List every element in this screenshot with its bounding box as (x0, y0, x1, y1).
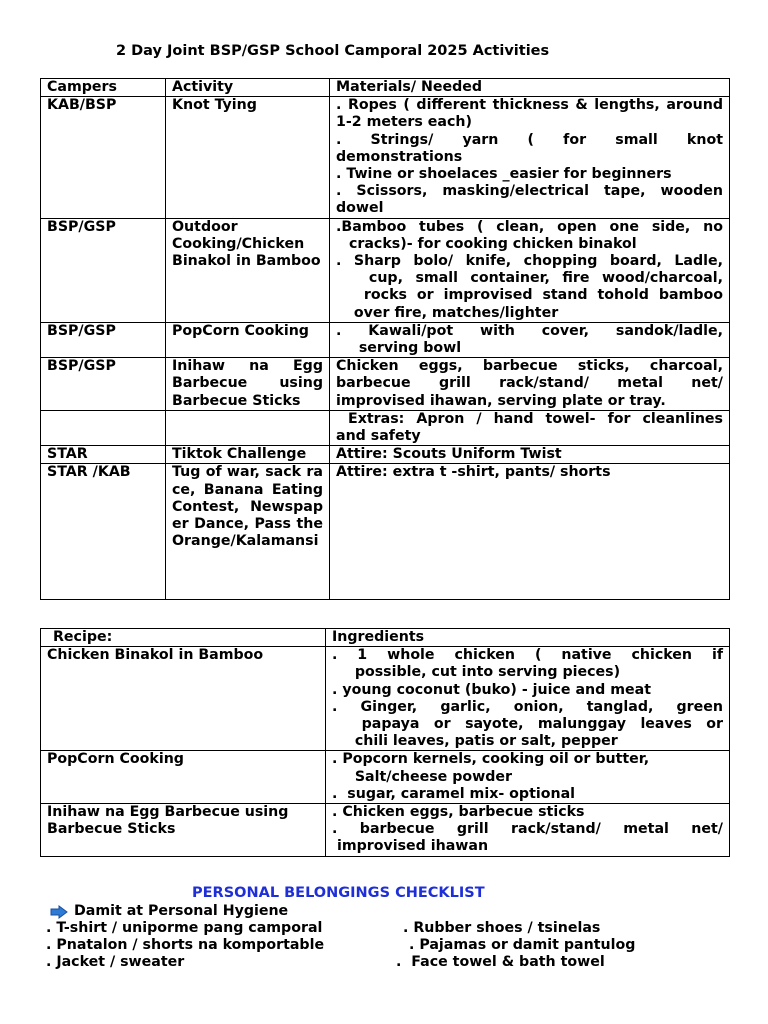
recipe-cell: Chicken Binakol in Bamboo (41, 647, 326, 751)
materials-line: improvised ihawan, serving plate or tray. (336, 392, 666, 409)
checklist-item: . Jacket / sweater (46, 954, 185, 970)
header-recipe: Recipe: (41, 629, 326, 647)
ingredient-line: . young coconut (buko) - juice and meat (332, 681, 651, 698)
ingredient-line: chili leaves, patis or salt, pepper (340, 733, 618, 750)
activities-table (40, 78, 730, 600)
ingredient-line: . Ginger, garlic, onion, tanglad, green (332, 698, 723, 715)
activity-cell: PopCorn Cooking (166, 322, 330, 357)
activity-cell (166, 410, 330, 445)
ingredients-cell (326, 751, 730, 804)
materials-cell (330, 97, 730, 218)
materials-line: over fire, matches/lighter (344, 304, 559, 321)
checklist-subhead-label: Damit at Personal Hygiene (74, 903, 289, 919)
campers-cell: BSP/GSP (41, 218, 166, 322)
table-row (41, 647, 730, 751)
materials-line: . Scissors, masking/electrical tape, wooden (336, 183, 723, 200)
checklist-item: . T-shirt / uniporme pang camporal (46, 920, 323, 936)
activity-cell: Inihaw na Egg Barbecue using Barbecue Sticks (166, 358, 330, 411)
ingredient-line: . Popcorn kernels, cooking oil or butter, (332, 751, 650, 768)
document-title: 2 Day Joint BSP/GSP School Camporal 2025 Activities (116, 43, 550, 59)
campers-cell: BSP/GSP (41, 322, 166, 357)
campers-cell: STAR /KAB (41, 464, 166, 600)
table-row (41, 751, 730, 804)
recipe-cell: PopCorn Cooking (41, 751, 326, 804)
materials-line: dowel (336, 200, 384, 217)
campers-cell: STAR (41, 446, 166, 464)
materials-line: Attire: Scouts Uniform Twist (336, 446, 562, 463)
campers-cell (41, 410, 166, 445)
materials-cell (330, 218, 730, 322)
checklist-item: . Rubber shoes / tsinelas (403, 920, 601, 936)
materials-line: . Strings/ yarn ( for small knot (336, 131, 723, 148)
ingredient-line: . 1 whole chicken ( native chicken if (332, 647, 723, 664)
checklist-item: . Face towel & bath towel (396, 954, 605, 970)
header-ingredients: Ingredients (326, 629, 730, 647)
table-row (41, 446, 730, 464)
table-row (41, 322, 730, 357)
checklist-item: . Pajamas or damit pantulog (409, 937, 636, 953)
ingredient-line: . barbecue grill rack/stand/ metal net/ (332, 821, 723, 838)
header-activity: Activity (166, 79, 330, 97)
ingredients-cell (326, 647, 730, 751)
activity-cell: Outdoor Cooking/Chicken Binakol in Bamboo (166, 218, 330, 322)
ingredients-cell (326, 804, 730, 857)
materials-line: Chicken eggs, barbecue sticks, charcoal, (336, 358, 723, 375)
materials-line: . Twine or shoelaces _easier for beginners (336, 166, 672, 183)
recipe-cell: Inihaw na Egg Barbecue using Barbecue Sticks (41, 804, 326, 857)
materials-cell (330, 464, 730, 600)
materials-line: 1-2 meters each) (336, 114, 472, 131)
ingredient-line: . Chicken eggs, barbecue sticks (332, 804, 585, 821)
table-row (41, 410, 730, 445)
activity-cell: Tug of war, sack race, Banana Eating Contest, Newspaper Dance, Pass the Orange/Kalamansi (166, 464, 330, 600)
table-header-row (41, 79, 730, 97)
recipe-table (40, 628, 730, 857)
ingredient-line: improvised ihawan (332, 838, 489, 855)
materials-line: and safety (336, 428, 421, 445)
table-row (41, 97, 730, 218)
materials-cell (330, 322, 730, 357)
header-materials: Materials/ Needed (330, 79, 730, 97)
ingredient-line: Salt/cheese powder (340, 768, 512, 785)
ingredient-line: papaya or sayote, malunggay leaves or (340, 716, 723, 733)
materials-line: cracks)- for cooking chicken binakol (344, 235, 637, 252)
activity-cell: Knot Tying (166, 97, 330, 218)
table-row (41, 218, 730, 322)
materials-line: . Sharp bolo/ knife, chopping board, Ladle, (336, 253, 723, 270)
checklist-subhead (50, 903, 288, 920)
table-row (41, 804, 730, 857)
table-header-row (41, 629, 730, 647)
table-row (41, 464, 730, 600)
materials-line: . Kawali/pot with cover, sandok/ladle, (336, 322, 723, 339)
materials-cell (330, 358, 730, 411)
materials-line: Extras: Apron / hand towel- for cleanlines (336, 410, 723, 427)
header-campers: Campers (41, 79, 166, 97)
campers-cell: BSP/GSP (41, 358, 166, 411)
materials-line: cup, small container, fire wood/charcoal, (344, 270, 723, 287)
right-arrow-icon (50, 905, 68, 919)
materials-line: rocks or improvised stand tohold bamboo (344, 287, 723, 304)
materials-line: Attire: extra t -shirt, pants/ shorts (336, 464, 611, 481)
materials-line: demonstrations (336, 148, 463, 165)
materials-cell (330, 410, 730, 445)
campers-cell: KAB/BSP (41, 97, 166, 218)
materials-cell (330, 446, 730, 464)
checklist-item: . Pnatalon / shorts na komportable (46, 937, 325, 953)
ingredient-line: . sugar, caramel mix- optional (332, 785, 576, 802)
checklist-title: PERSONAL BELONGINGS CHECKLIST (192, 885, 485, 901)
materials-line: . Ropes ( different thickness & lengths, around (336, 97, 723, 114)
materials-line: serving bowl (344, 340, 462, 357)
activity-cell: Tiktok Challenge (166, 446, 330, 464)
materials-line: barbecue grill rack/stand/ metal net/ (336, 375, 723, 392)
table-row (41, 358, 730, 411)
ingredient-line: possible, cut into serving pieces) (340, 664, 621, 681)
materials-line: .Bamboo tubes ( clean, open one side, no (336, 218, 723, 235)
